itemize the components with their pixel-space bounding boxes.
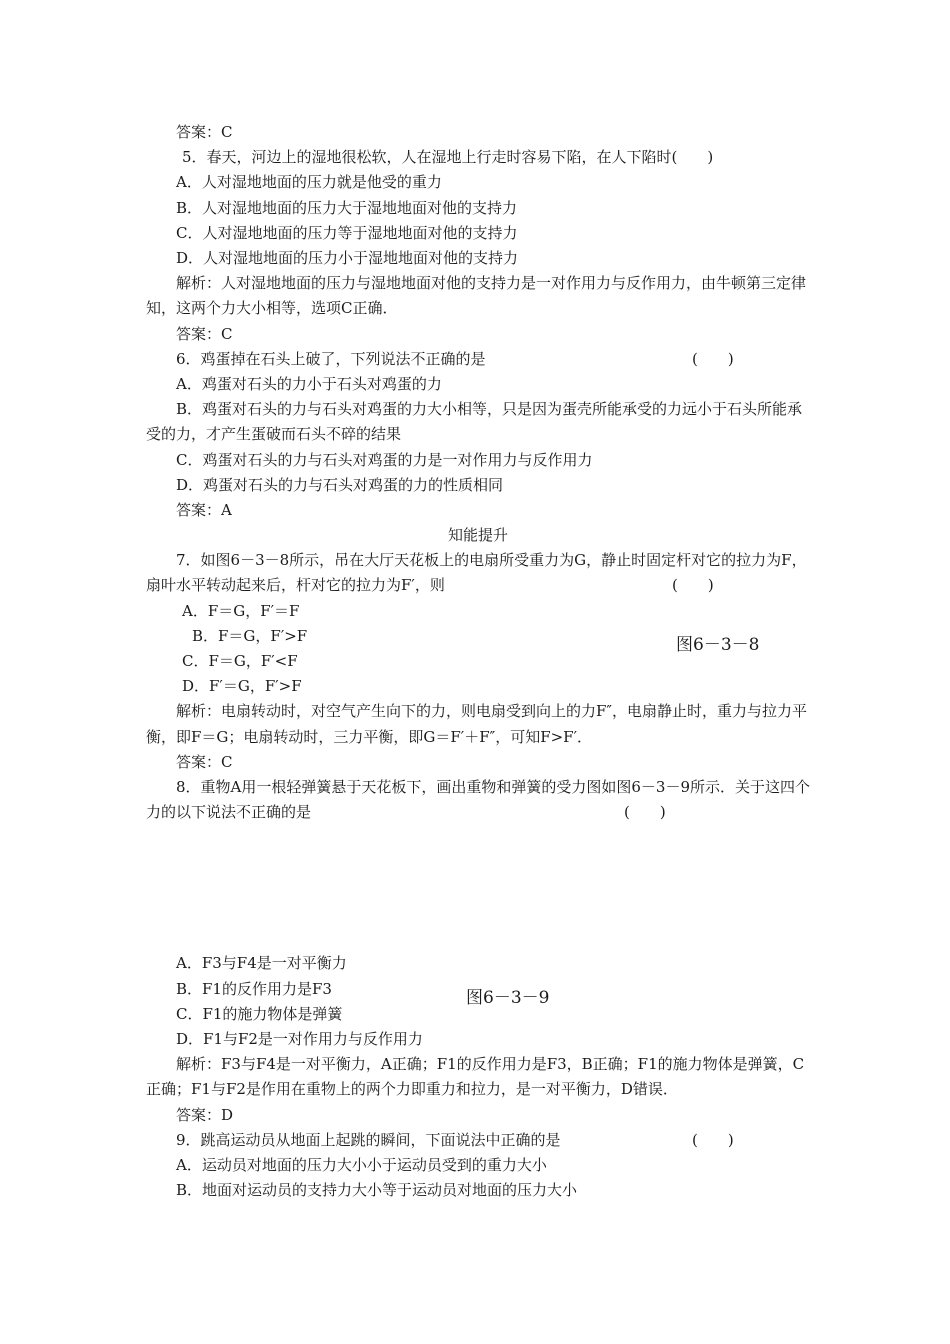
q5-option-b: B．人对湿地地面的压力大于湿地地面对他的支持力: [176, 198, 518, 217]
q6-option-b: B．鸡蛋对石头的力与石头对鸡蛋的力大小相等，只是因为蛋壳所能承受的力远小于石头所能承受的力，才产生蛋破而石头不碎的结果: [146, 400, 803, 444]
question-6-text: 6．鸡蛋掉在石头上破了，下列说法不正确的是: [176, 349, 486, 368]
question-6: [146, 347, 810, 372]
question-9-text: 9．跳高运动员从地面上起跳的瞬间，下面说法中正确的是: [176, 1130, 561, 1149]
question-8: [146, 775, 810, 825]
figure-caption-6-3-9: 图6－3－9: [466, 988, 550, 1008]
q7-option-a: A．F＝G，F′＝F: [182, 601, 300, 620]
q5-option-a: A．人对湿地地面的压力就是他受的重力: [176, 173, 442, 192]
content-column: [146, 120, 810, 1203]
q7-option-b: B．F＝G，F′>F: [192, 626, 308, 645]
q8-option-c: C．F1的施力物体是弹簧: [176, 1004, 343, 1023]
figure-placeholder: [146, 825, 810, 951]
q9-option-a: A．运动员对地面的压力大小小于运动员受到的重力大小: [176, 1155, 547, 1174]
q6-option-a: A．鸡蛋对石头的力小于石头对鸡蛋的力: [176, 374, 442, 393]
q5-option-d: D．人对湿地地面的压力小于湿地地面对他的支持力: [176, 248, 519, 267]
question-7-text: 7．如图6－3－8所示，吊在大厅天花板上的电扇所受重力为G，静止时固定杆对它的拉力为F，扇叶水平转动起来后，杆对它的拉力为F′，则: [146, 551, 807, 595]
question-5: 5．春天，河边上的湿地很松软，人在湿地上行走时容易下陷，在人下陷时( ): [182, 148, 714, 167]
q5-explanation: 解析：人对湿地地面的压力与湿地地面对他的支持力是一对作用力与反作用力，由牛顿第三定律知，这两个力大小相等，选项C正确．: [146, 274, 807, 318]
question-7-paren: ( ): [672, 576, 714, 595]
q8-option-a: A．F3与F4是一对平衡力: [176, 954, 347, 973]
question-9-paren: ( ): [692, 1130, 734, 1149]
q8-option-d: D．F1与F2是一对作用力与反作用力: [176, 1029, 423, 1048]
q8-explanation: 解析：F3与F4是一对平衡力，A正确；F1的反作用力是F3，B正确；F1的施力物体是弹簧，C正确；F1与F2是作用在重物上的两个力即重力和拉力，是一对平衡力，D错误．: [146, 1055, 805, 1099]
q7-option-c: C．F＝G，F′<F: [182, 652, 298, 671]
question-6-paren: ( ): [692, 349, 734, 368]
q5-option-c: C．人对湿地地面的压力等于湿地地面对他的支持力: [176, 223, 518, 242]
question-7: [146, 548, 810, 598]
answer-7: 答案：C: [176, 752, 233, 771]
question-8-paren: ( ): [624, 803, 666, 821]
answer-6: 答案：A: [176, 500, 232, 519]
answer-8: 答案：D: [176, 1105, 234, 1124]
figure-caption-6-3-8: 图6－3－8: [676, 635, 760, 655]
answer-5: 答案：C: [176, 324, 233, 343]
answer-4: 答案：C: [176, 123, 233, 141]
question-9: [146, 1128, 810, 1153]
question-8-text: 8．重物A用一根轻弹簧悬于天花板下，画出重物和弹簧的受力图如图6－3－9所示．关于这四个力的以下说法不正确的是: [146, 778, 811, 822]
q6-option-c: C．鸡蛋对石头的力与石头对鸡蛋的力是一对作用力与反作用力: [176, 450, 593, 469]
q9-option-b: B．地面对运动员的支持力大小等于运动员对地面的压力大小: [176, 1181, 578, 1200]
q6-option-d: D．鸡蛋对石头的力与石头对鸡蛋的力的性质相同: [176, 475, 504, 494]
q8-option-b: B．F1的反作用力是F3: [176, 979, 332, 998]
q7-option-d: D．F′＝G，F′>F: [182, 677, 302, 696]
q7-explanation: 解析：电扇转动时，对空气产生向下的力，则电扇受到向上的力F″，电扇静止时，重力与拉力平衡，即F＝G；电扇转动时，三力平衡，即G＝F′＋F″，可知F>F′．: [146, 702, 808, 746]
section-heading: 知能提升: [447, 526, 508, 545]
